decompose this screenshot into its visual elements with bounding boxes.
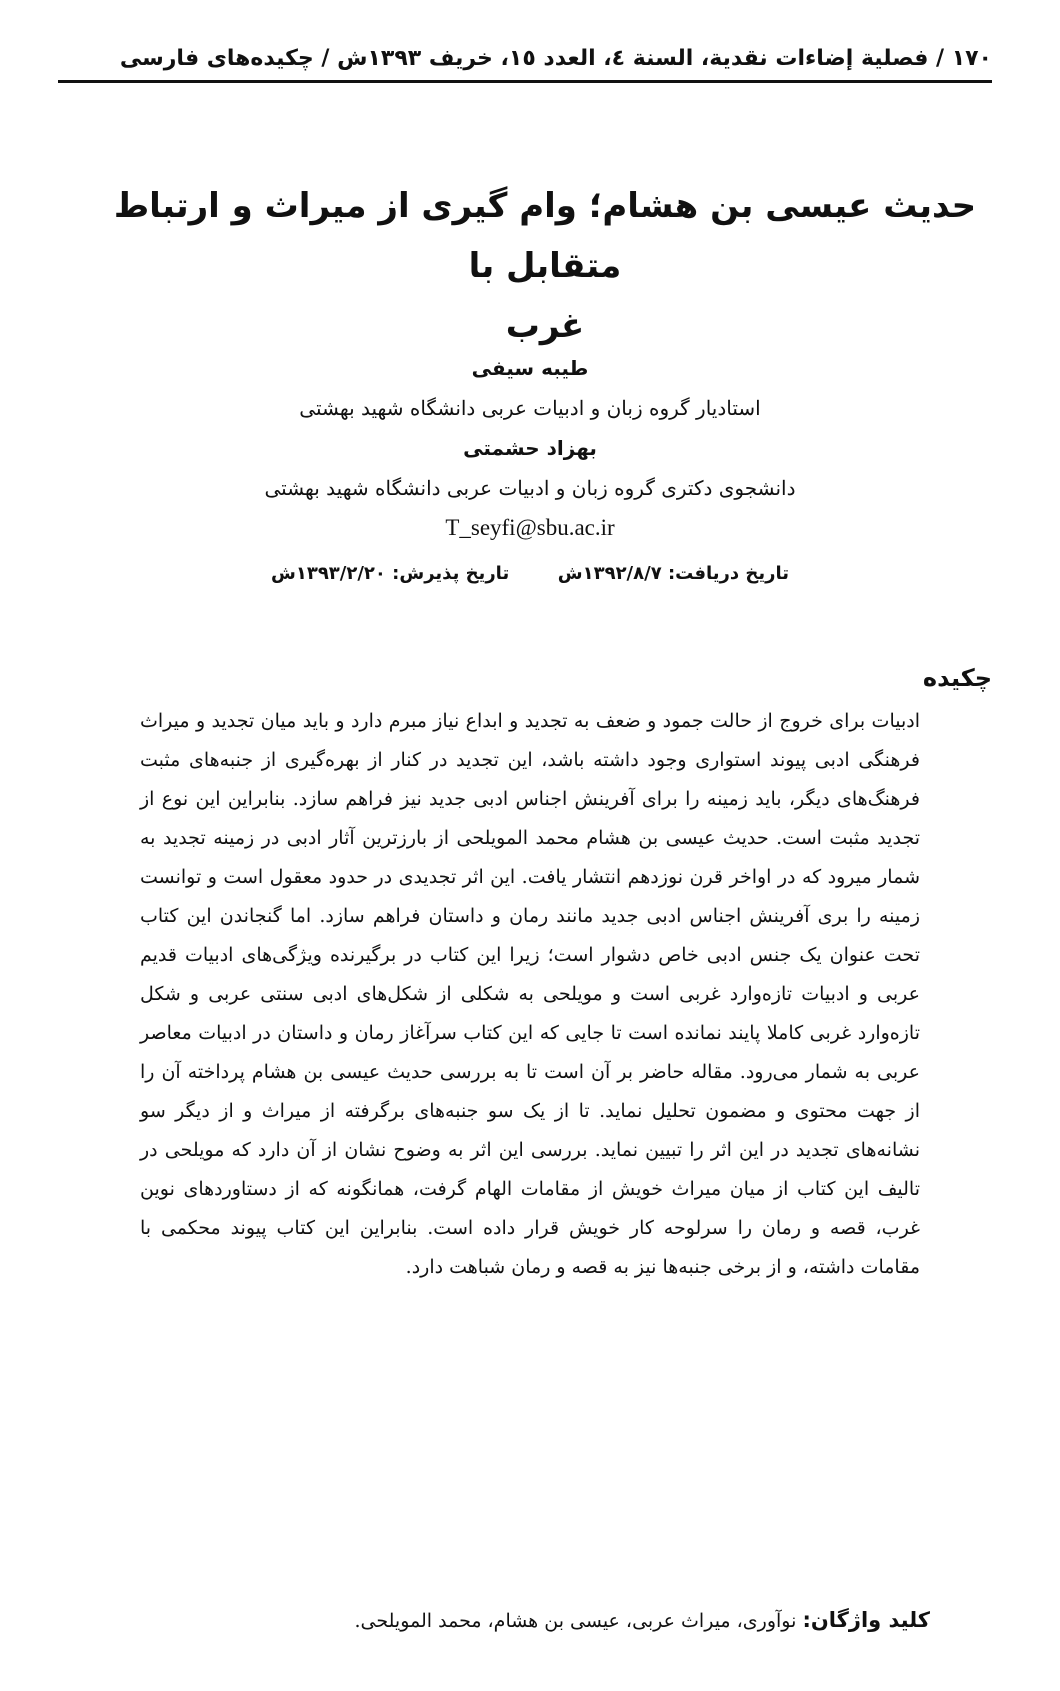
dates-row xyxy=(160,554,900,594)
author-1-affiliation: استاديار گروه زبان و ادبيات عربی دانشگاه شهيد بهشتی xyxy=(299,396,761,420)
author-2-name: بهزاد حشمتی xyxy=(463,436,597,460)
author-block xyxy=(160,348,900,594)
abstract-heading: چكيده xyxy=(922,664,992,692)
header-rule xyxy=(58,80,992,83)
keywords-list: نوآوری، ميراث عربی، عيسی بن هشام، محمد المويلحی. xyxy=(354,1610,797,1632)
keywords-label: كليد واژگان: xyxy=(802,1608,930,1632)
author-1-name: طيبه سيفی xyxy=(471,356,589,380)
email-row xyxy=(160,508,900,548)
keywords-row xyxy=(140,1600,930,1641)
running-header: ١٧٠ / فصلية إضاءات نقدية، السنة ٤، العدد ١٥، خريف ١٣٩٣ش / چكيده‌های فارسی xyxy=(119,46,992,71)
author-2-affiliation: دانشجوی دكتری گروه زبان و ادبيات عربی دانشگاه شهيد بهشتی xyxy=(264,476,796,500)
author-email: T_seyfi@sbu.ac.ir xyxy=(445,515,615,540)
title-line-1: حديث عيسی بن هشام؛ وام گيری از ميراث و ارتباط متقابل با xyxy=(113,186,977,286)
abstract-text: ادبيات برای خروج از حالت جمود و ضعف به تجديد و ابداع نياز مبرم دارد و بايد ميان تجديد و ميراث فرهنگی ادبی پيوند استواری وجود داشته باشد، اين تجديد در كنار از بهره‌گيری از جنبه‌های مثبت فرهنگ‌های ديگر، بايد زمينه را برای آفرينش اجناس ادبی جديد نيز فراهم سازد. بنابراين اين نوع از تجديد مثبت است. حديث عيسی بن هشام محمد المويلحی از بارزترين آثار ادبی در زمينه تجديد به شمار ميرود كه در اواخر قرن نوزدهم انتشار يافت. اين اثر تجديدی در حدود معقول است و توانست زمينه را بری آفرينش اجناس ادبی جديد مانند رمان و داستان فراهم سازد. اما گنجاندن اين كتاب تحت عنوان يک جنس ادبی خاص دشوار است؛ زيرا اين كتاب در برگيرنده ويژگی‌های ادبيات قديم عربی و ادبيات تازه‌وارد غربی است و مويلحی به شكلی از شكل‌های ادبی سنتی عربی و شكل تازه‌وارد غربی كاملا پايند نمانده است تا جايی كه اين كتاب سرآغاز رمان و داستان در ادبيات معاصر عربی به شمار می‌رود. مقاله حاضر بر آن است تا به بررسی حديث عيسی بن هشام پرداخته آن را از جهت محتوی و مضمون تحليل نمايد. تا از يک سو جنبه‌های برگرفته از ميراث و از ديگر سو نشانه‌های تجديد در اين اثر را تبيين نمايد. بررسی اين اثر به وضوح نشان از آن دارد كه مويلحی در تاليف اين كتاب از ميان ميراث خويش از مقامات الهام گرفت، همانگونه كه از دستاوردهای نوين غرب، قصه و رمان را سرلوحه كار خويش قرار داده است. بنابراين اين كتاب پيوند محكمی با مقامات داشته، و از برخی جنبه‌ها نيز به قصه و رمان شباهت دارد. xyxy=(140,710,920,1278)
received-date: تاريخ دريافت: ١٣٩٢/٨/٧ش xyxy=(557,563,789,584)
accepted-date: تاريخ پذيرش: ١٣٩٣/٢/٢٠ش xyxy=(271,563,510,584)
title-line-2: غرب xyxy=(505,306,585,346)
article-title xyxy=(110,176,980,356)
